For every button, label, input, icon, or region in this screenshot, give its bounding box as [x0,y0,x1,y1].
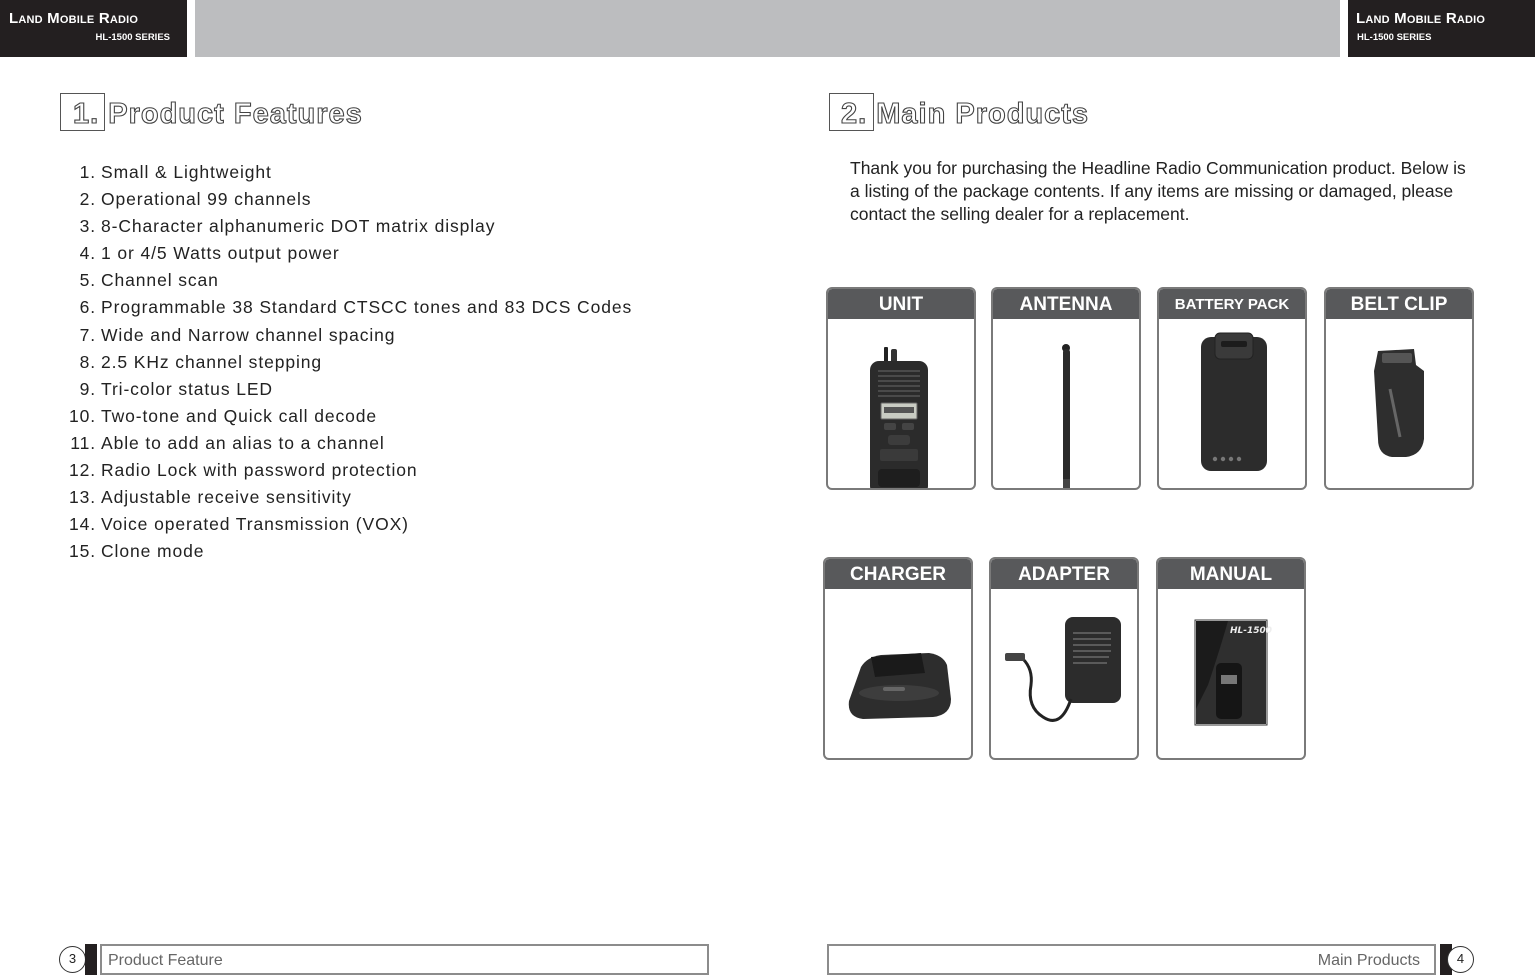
product-label: MANUAL [1158,559,1304,589]
battery-pack-icon [1159,319,1305,488]
list-item: 15. Clone mode [68,541,205,562]
list-item: 7. Wide and Narrow channel spacing [79,324,396,345]
product-label: BATTERY PACK [1159,289,1305,319]
radio-unit-icon [828,319,974,488]
list-item: 1. Small & Lightweight [79,162,272,182]
footer-bar-left [100,944,709,975]
list-item: 6. Programmable 38 Standard CTSCC tones and 83 DCS Codes [79,297,633,318]
header-brand-right [1348,0,1535,57]
header-brand-left [0,0,187,57]
page-tab-left [85,944,97,975]
product-card-battery-pack [1157,287,1307,490]
brand-title: Land Mobile Radio [1356,10,1486,27]
brand-series: HL-1500 SERIES [95,32,170,43]
list-item: 12. Radio Lock with password protection [68,460,418,481]
list-item: 8. 2.5 KHz channel stepping [79,351,323,372]
section-title-features: 1. Product Features [73,98,363,130]
manual-cover-text: HL-1500 [1230,626,1273,636]
list-item: 13. Adjustable receive sensitivity [68,487,352,508]
page-number-right: 4 [1447,946,1474,973]
product-label: ADAPTER [991,559,1137,589]
header-bar [195,0,1340,57]
product-card-belt-clip [1324,287,1474,490]
product-label: UNIT [828,289,974,319]
list-item: 4. 1 or 4/5 Watts output power [79,243,340,264]
product-label: CHARGER [825,559,971,589]
list-item: 3. 8-Character alphanumeric DOT matrix display [79,216,496,237]
list-item: 10. Two-tone and Quick call decode [68,405,378,426]
list-item: 5. Channel scan [79,270,219,291]
product-card-antenna [991,287,1141,490]
manual-icon [1158,589,1304,758]
list-item: 14. Voice operated Transmission (VOX) [68,514,409,535]
product-card-adapter [989,557,1139,760]
section-title-products: 2. Main Products [841,98,1090,130]
list-item: 2. Operational 99 channels [79,189,312,210]
brand-series: HL-1500 SERIES [1357,32,1432,43]
belt-clip-icon [1326,319,1472,488]
adapter-icon [991,589,1137,758]
footer-bar-right [827,944,1436,975]
footer-label: Product Feature [108,952,223,969]
product-label: BELT CLIP [1326,289,1472,319]
product-label: ANTENNA [993,289,1139,319]
page-number-left: 3 [59,946,86,973]
brand-title: Land Mobile Radio [9,10,139,27]
list-item: 9. Tri-color status LED [79,378,273,399]
product-card-charger [823,557,973,760]
charger-icon [825,589,971,758]
footer-label: Main Products [1317,952,1420,969]
antenna-icon [993,319,1139,488]
feature-list [0,162,760,568]
list-item: 11. Able to add an alias to a channel [70,432,385,453]
product-card-manual [1156,557,1306,760]
intro-paragraph: Thank you for purchasing the Headline Radio Communication product. Below is a listing of the package contents. If any items are missing or damaged, please contact the selling dealer for a replacement. [850,158,1466,224]
product-card-unit [826,287,976,490]
